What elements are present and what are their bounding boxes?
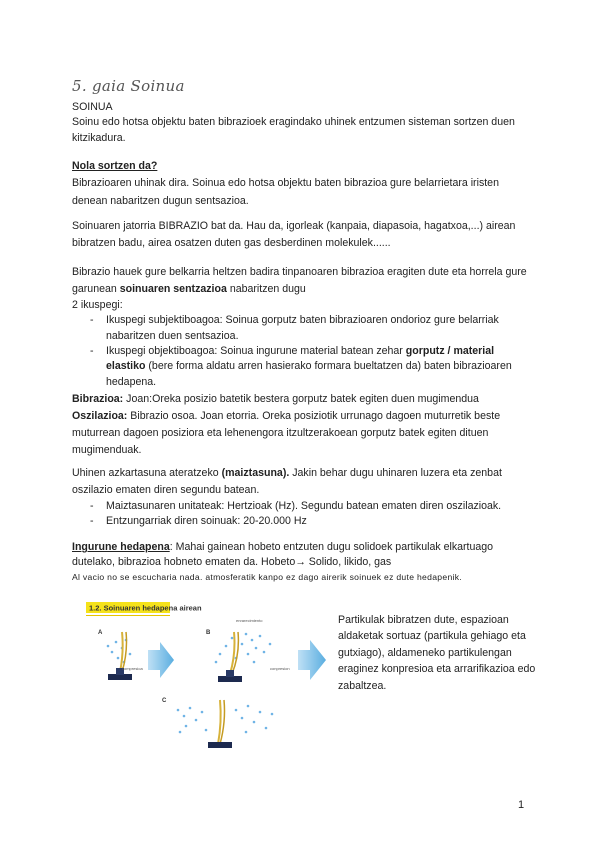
figure-description: Partikulak bibratzen dute, espazioan aldaketak sortuaz (partikula gehiago eta gutxiago), aldameneko partikulengan eraginez konpresioa eta arrarifikazioa edo zabaltzea. xyxy=(338,614,536,692)
abiadura-b: Jakin behar dugu uhinaren luzera eta zenbat oszilazio ematen diren segundu batean. xyxy=(72,467,502,496)
particles-b xyxy=(215,633,272,664)
abiadura-a: Uhinen azkartasuna ateratzeko xyxy=(72,467,222,479)
arrow-b-next xyxy=(298,640,326,680)
list-item: - Ikuspegi subjektiboagoa: Soinua gorputz baten bibrazioaren ondorioz gure belarriak nabaritzen duen sentsazioa. xyxy=(72,313,532,344)
li2-bold: gorputz / material elastiko xyxy=(106,344,495,373)
bibrazioa-label: Bibrazioa: xyxy=(72,393,124,405)
maiztasun-list xyxy=(72,499,532,530)
abiadura-section xyxy=(72,465,532,530)
abiadura-bold: (maiztasuna). xyxy=(221,467,290,479)
bibrazioa-text: Joan:Oreka posizio batetik bestera gorputz batek egiten duen mugimendua xyxy=(123,393,479,405)
li2-b: (bere forma aldatu arren hasierako formara bueltatzen da) baten bibrazioaren hedapena. xyxy=(106,360,512,388)
nola-p4: 2 ikuspegi: xyxy=(72,298,123,311)
nola-p3-b: nabaritzen dugu xyxy=(226,282,306,295)
bibrazio-paragraph xyxy=(72,264,532,390)
sound-propagation-figure xyxy=(86,602,330,748)
nola-section xyxy=(72,159,532,210)
list-item xyxy=(72,344,532,390)
jatorria-paragraph xyxy=(72,218,532,252)
list-item: - Maiztasunaren unitateak: Hertzioak (Hz). Segundu batean ematen diren oszilazioak. xyxy=(72,499,532,514)
ingurune-small: Al vacio no se escucharia nada. atmosferatik kanpo ez dago airerik soinuek ez dute hedapenik. xyxy=(72,571,463,582)
enrarecimiento-label: enrarecimiento xyxy=(236,618,263,623)
page-number: 1 xyxy=(518,799,525,811)
label-a: A xyxy=(98,630,103,636)
conpresion-label: conpresion xyxy=(270,666,290,671)
figure-caption: 1.2. Soinuaren hedapena airean xyxy=(89,603,202,613)
label-c: C xyxy=(162,698,167,704)
nola-p1: Bibrazioaren uhinak dira. Soinua edo hotsa objektu baten bibrazioa gure belarrietara iristen denean nabaritzen dugun sentsazioa. xyxy=(72,177,499,208)
intro-section xyxy=(72,100,532,146)
ingurune-colon: : xyxy=(169,541,173,553)
page-title: 5. gaia Soinua xyxy=(72,77,185,95)
oszilazioa-text: Bibrazio osoa. Joan etorria. Oreka posiziotik urrunago dagoen muturretik beste muturrean dagoen posiziora eta lehenengora itzultzerakoean gorputz batek egiten dituen mugimenduak. xyxy=(72,409,501,456)
arrow-a-b xyxy=(148,642,174,678)
nola-p3-a: Bibrazio hauek gure belkarria heltzen badira tinpanoaren bibrazioa eragiten dute eta horrela gure garunean xyxy=(72,266,527,295)
ingurune-heading: Ingurune hedapena xyxy=(72,541,170,553)
li2-a: Ikuspegi objektiboagoa: Soinua ingurune material batean zehar xyxy=(106,344,406,357)
defs-section xyxy=(72,391,532,459)
nola-heading: Nola sortzen da? xyxy=(72,160,158,172)
ingurune-text: Mahai gainean hobeto entzuten dugu solidoek partikulak elkartuago dutelako, bibrazioa hobneto ematen da. Hobeto→ Solido, likido, gas xyxy=(72,541,494,569)
nola-p3-bold: soinuaren sentzazioa xyxy=(119,282,227,295)
kompresioa-label: kompresioa xyxy=(122,666,143,671)
nola-p2: Soinuaren jatorria BIBRAZIO bat da. Hau da, igorleak (kanpaia, diapasoia, hagatxoa,...) airean bibratzen badu, airea osatzen duten gas desberdinen molekulek...... xyxy=(72,220,516,249)
particles-a xyxy=(107,639,132,664)
ingurune-section xyxy=(72,540,532,583)
intro-text: Soinu edo hotsa objektu baten bibrazioek eragindako uhinek entzumen sisteman sortzen duen kitzikadura. xyxy=(72,116,515,144)
label-b: B xyxy=(206,630,211,636)
intro-heading: SOINUA xyxy=(72,101,113,113)
list-item: - Entzungarriak diren soinuak: 20-20.000 Hz xyxy=(72,514,532,529)
oszilazioa-label: Oszilazioa: xyxy=(72,409,128,422)
ikuspegi-list xyxy=(72,313,532,390)
